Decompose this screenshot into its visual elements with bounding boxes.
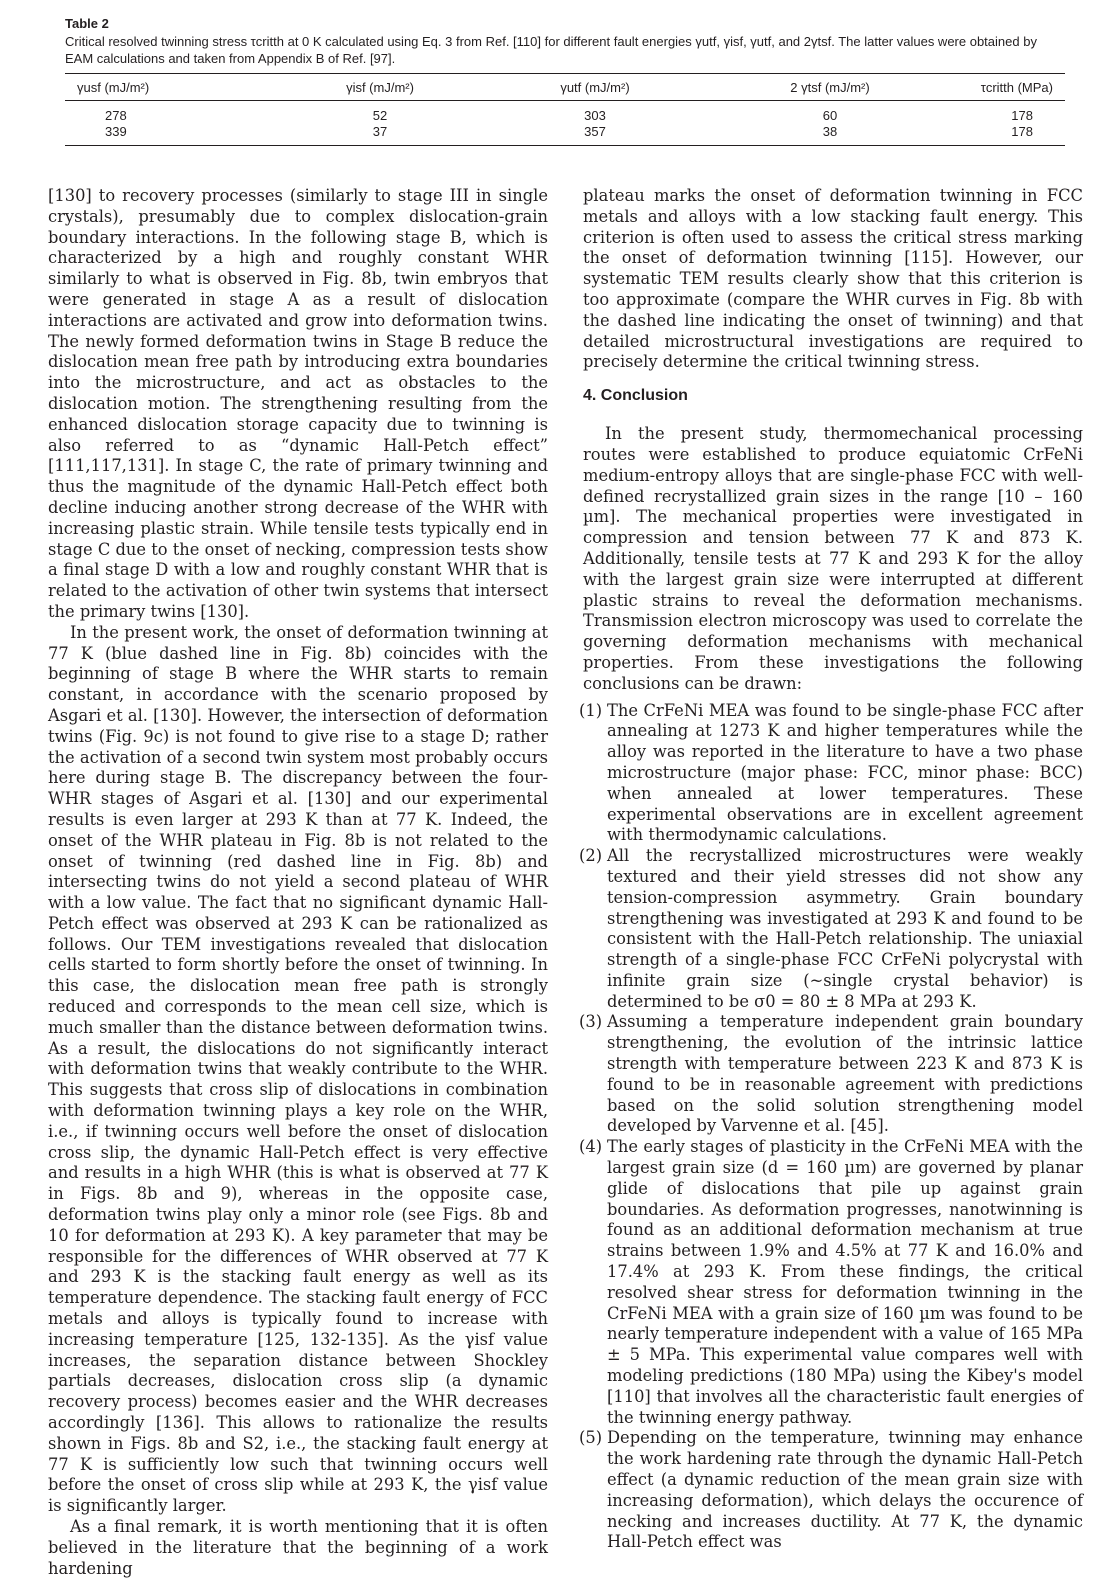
table-cell: 37	[372, 123, 388, 139]
table-caption: Critical resolved twinning stress τcritth at 0 K calculated using Eq. 3 from Ref. [110] for different fault energies γutf, γisf, γutf, and 2γtsf. The latter values were obtained by EAM calculations and taken from Appendix B of Ref. [97].	[65, 34, 1037, 66]
table-header-row	[65, 74, 1065, 101]
table-cell: 303	[584, 107, 606, 123]
list-item-text: Assuming a temperature independent grain boundary strengthening, the evolution of the intrinsic lattice strength with temperature between 223 K and 873 K is found to be in reasonable agreement with predictions based on the solid solution strengthening model developed by Varvenne et al. [45].	[607, 1012, 1083, 1136]
table-cell: 178	[1011, 107, 1033, 123]
table-cell: 278	[105, 107, 127, 123]
table-cell: 52	[372, 107, 388, 123]
table-cell: 178	[1011, 123, 1033, 139]
list-item-number: (5)	[579, 1428, 603, 1448]
table-header-cell: τcritth (MPa)	[980, 79, 1053, 95]
table-row	[65, 123, 1065, 146]
list-item-text: Depending on the temperature, twinning may enhance the work hardening rate through the dynamic Hall-Petch effect (a dynamic reduction of the mean grain size with increasing deformation), which delays the occurence of necking and increases ductility. At 77 K, the dynamic Hall-Petch effect was	[607, 1428, 1083, 1552]
table-cell: 60	[822, 107, 838, 123]
body-paragraph: In the present work, the onset of deformation twinning at 77 K (blue dashed line in Fig. 8b) coincides with the beginning of stage B where the WHR starts to remain constant, in accordance with the scenario proposed by Asgari et al. [130]. However, the intersection of deformation twins (Fig. 9c) is not found to give rise to a stage D; rather the activation of a second twin system most probably occurs here during stage B. The discrepancy between the four-WHR stages of Asgari et al. [130] and our experimental results is even larger at 293 K than at 77 K. Indeed, the onset of the WHR plateau in Fig. 8b is not related to the onset of twinning (red dashed line in Fig. 8b) and intersecting twins do not yield a second plateau of WHR with a low value. The fact that no significant dynamic Hall-Petch effect was observed at 293 K can be rationalized as follows. Our TEM investigations revealed that dislocation cells started to form shortly before the onset of twinning. In this case, the dislocation mean free path is strongly reduced and corresponds to the mean cell size, which is much smaller than the distance between deformation twins. As a result, the dislocations do not significantly interact with deformation twins that weakly contribute to the WHR. This suggests that cross slip of dislocations in combination with deformation twinning plays a key role on the WHR, i.e., if twinning occurs well before the onset of dislocation cross slip, the dynamic Hall-Petch effect is very effective and results in a high WHR (this is what is observed at 77 K in Figs. 8b and 9), whereas in the opposite case, deformation twins play only a minor role (see Figs. 8b and 10 for deformation at 293 K). A key parameter that may be responsible for the differences of WHR observed at 77 K and 293 K is the stacking fault energy as well as its temperature dependence. The stacking fault energy of FCC metals and alloys is typically found to increase with increasing temperature [125, 132-135]. As the γisf value increases, the separation distance between Shockley partials decreases, dislocation cross slip (a dynamic recovery process) becomes easier and the WHR decreases accordingly [136]. This allows to rationalize the results shown in Figs. 8b and S2, i.e., the stacking fault energy at 77 K is sufficiently low such that twinning occurs well before the onset of cross slip while at 293 K, the γisf value is significantly larger.	[48, 622, 548, 1516]
table-header-cell: γusf (mJ/m²)	[77, 79, 150, 95]
section-heading: 4. Conclusion	[583, 387, 688, 405]
table-title: Table 2	[65, 16, 109, 31]
list-item-number: (2)	[579, 846, 603, 866]
table-header-cell: γutf (mJ/m²)	[560, 79, 630, 95]
table-row	[65, 101, 1065, 124]
list-item-text: All the recrystallized microstructures were weakly textured and their yield stresses did not show any tension-compression asymmetry. Grain boundary strengthening was investigated at 293 K and found to be consistent with the Hall-Petch relationship. The uniaxial strength of a single-phase FCC CrFeNi polycrystal with infinite grain size (~single crystal behavior) is determined to be σ0 = 80 ± 8 MPa at 293 K.	[607, 846, 1083, 1011]
body-paragraph: plateau marks the onset of deformation twinning in FCC metals and alloys with a low stacking fault energy. This criterion is often used to assess the critical stress marking the onset of deformation twinning [115]. However, our systematic TEM results clearly show that this criterion is too approximate (compare the WHR curves in Fig. 8b with the dashed line indicating the onset of twinning) and that detailed microstructural investigations are required to precisely determine the critical twinning stress.	[583, 186, 1083, 372]
left-column	[48, 186, 548, 1579]
table-cell: 339	[105, 123, 127, 139]
list-item	[579, 700, 1083, 847]
list-item-text: The CrFeNi MEA was found to be single-phase FCC after annealing at 1273 K and higher temperatures while the alloy was reported in the literature to have a two phase microstructure (major phase: FCC, minor phase: BCC) when annealed at lower temperatures. These experimental observations are in excellent agreement with thermodynamic calculations.	[607, 700, 1083, 845]
table-block	[65, 16, 1065, 146]
list-item	[579, 846, 1083, 1012]
right-column	[579, 186, 1083, 1553]
list-item-number: (1)	[579, 700, 603, 720]
list-item-text: The early stages of plasticity in the CrFeNi MEA with the largest grain size (d = 160 µm) are governed by planar glide of dislocations that pile up against grain boundaries. As deformation progresses, nanotwinning is found as an additional deformation mechanism at true strains between 1.9% and 4.5% at 77 K and 16.0% and 17.4% at 293 K. From these findings, the critical resolved shear stress for deformation twinning in the CrFeNi MEA with a grain size of 160 µm was found to be nearly temperature independent with a value of 165 MPa ± 5 MPa. This experimental value compares well with modeling predictions (180 MPa) using the Kibey's model [110] that involves all the characteristic fault energies of the twinning energy pathway.	[607, 1137, 1083, 1427]
list-item	[579, 1137, 1083, 1428]
list-item	[579, 1012, 1083, 1137]
data-table	[65, 73, 1065, 146]
table-cell: 357	[584, 123, 606, 139]
body-paragraph: In the present study, thermomechanical processing routes were established to produce equiatomic CrFeNi medium-entropy alloys that are single-phase FCC with well-defined recrystallized grain sizes in the range [10 – 160 µm]. The mechanical properties were investigated in compression and tension between 77 K and 873 K. Additionally, tensile tests at 77 K and 293 K for the alloy with the largest grain size were interrupted at different plastic strains to reveal the deformation mechanisms. Transmission electron microscopy was used to correlate the governing deformation mechanisms with mechanical properties. From these investigations the following conclusions can be drawn:	[583, 424, 1083, 693]
table-cell: 38	[822, 123, 838, 139]
body-paragraph: As a final remark, it is worth mentioning that it is often believed in the literature that the beginning of a work hardening	[48, 1517, 548, 1578]
list-item-number: (4)	[579, 1137, 603, 1157]
table-header-cell: 2 γtsf (mJ/m²)	[790, 79, 870, 95]
body-paragraph: [130] to recovery processes (similarly to stage III in single crystals), presumably due to complex dislocation-grain boundary interactions. In the following stage B, which is characterized by a high and roughly constant WHR similarly to what is observed in Fig. 8b, twin embryos that were generated in stage A as a result of dislocation interactions are activated and grow into deformation twins. The newly formed deformation twins in Stage B reduce the dislocation mean free path by introducing extra boundaries into the microstructure, and act as obstacles to the dislocation motion. The strengthening resulting from the enhanced dislocation storage capacity due to twinning is also referred to as “dynamic Hall-Petch effect” [111,117,131]. In stage C, the rate of primary twinning and thus the magnitude of the dynamic Hall-Petch effect both decline inducing another strong decrease of the WHR with increasing plastic strain. While tensile tests typically end in stage C due to the onset of necking, compression tests show a final stage D with a low and roughly constant WHR that is related to the activation of other twin systems that intersect the primary twins [130].	[48, 186, 548, 621]
list-item	[579, 1428, 1083, 1553]
table-header-cell: γisf (mJ/m²)	[346, 79, 414, 95]
conclusions-list	[579, 700, 1083, 1554]
list-item-number: (3)	[579, 1012, 603, 1032]
